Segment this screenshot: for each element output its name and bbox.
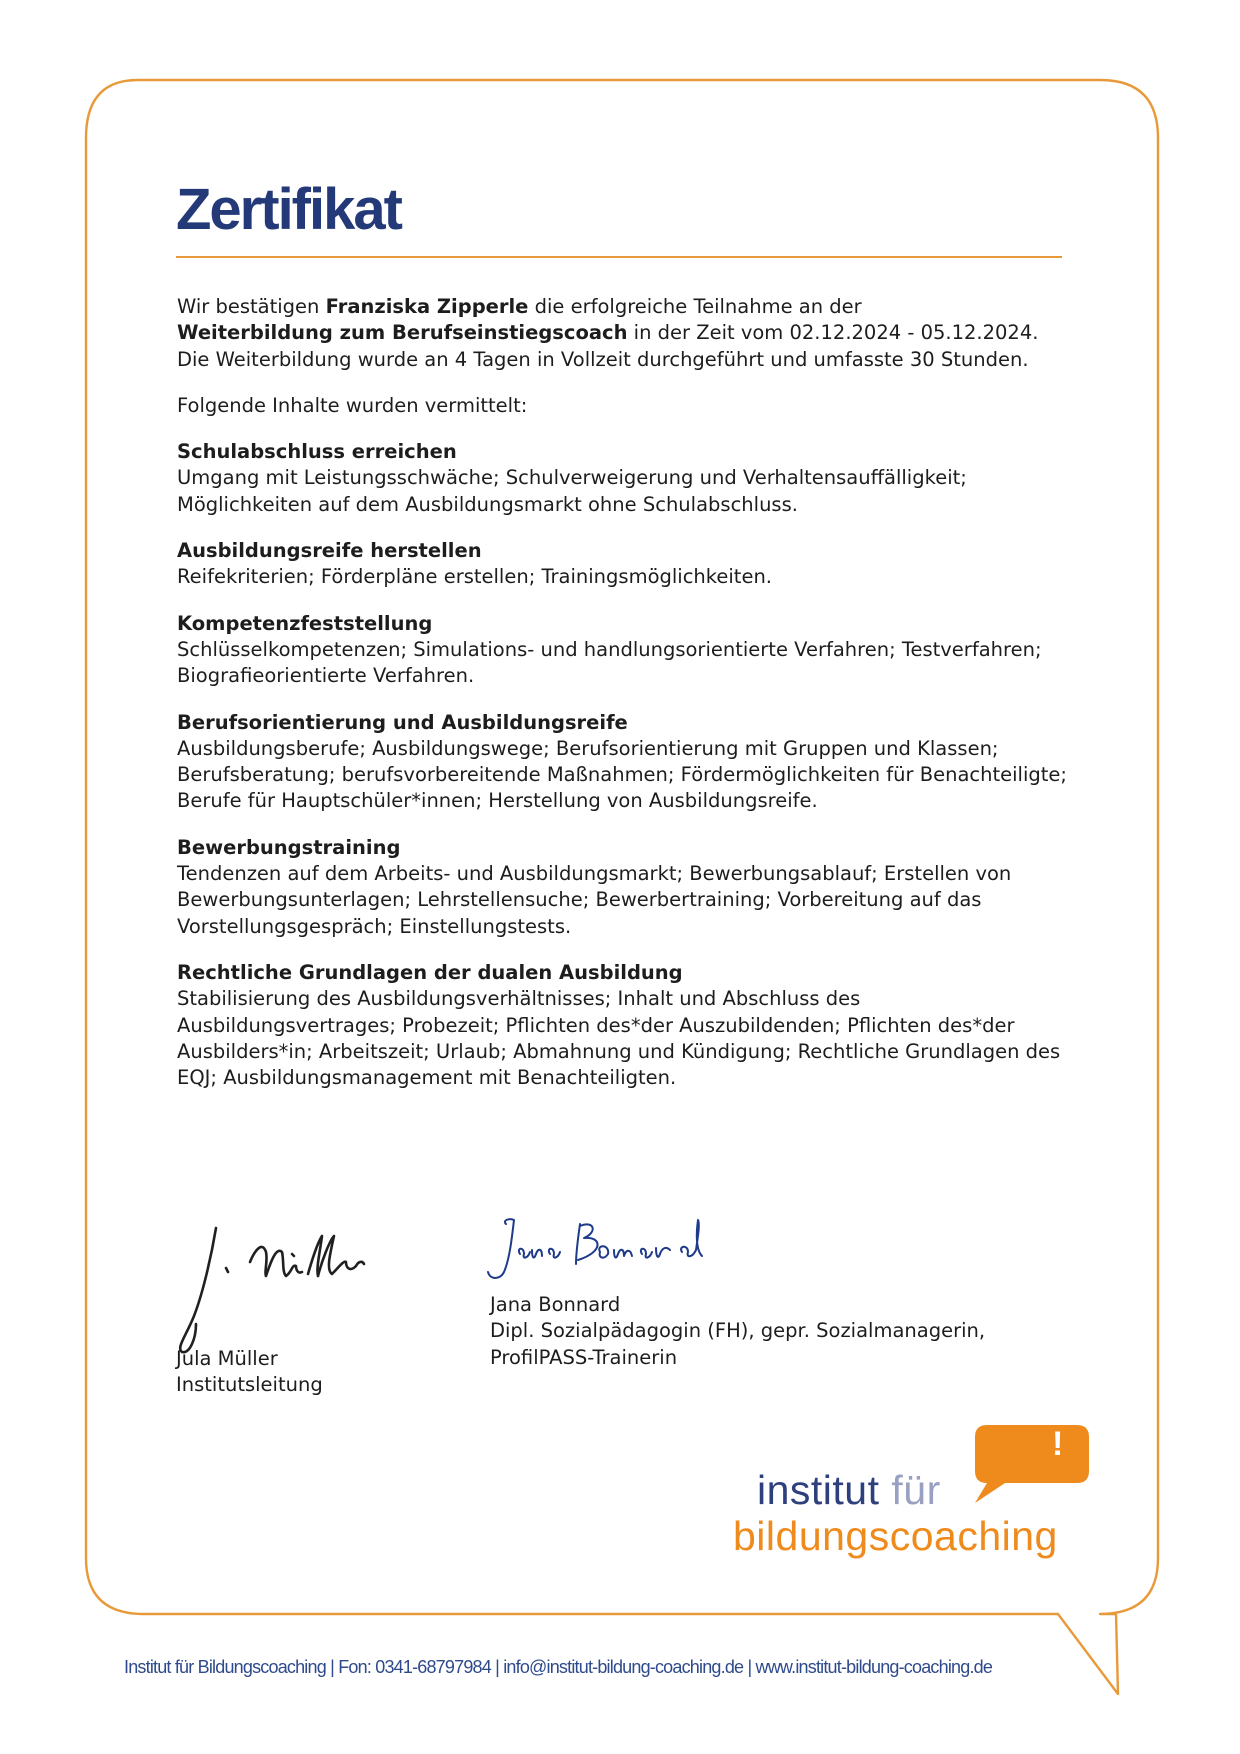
signatory-role: Dipl. Sozialpädagogin (FH), gepr. Sozialmanagerin, (490, 1319, 986, 1343)
intro-line-2 (177, 320, 1077, 346)
signatory-name: Jula Müller (176, 1347, 278, 1370)
footer-contact: Institut für Bildungscoaching | Fon: 0341-68797984 | info@institut-bildung-coaching.de | www.institut-bildung-coaching.de (124, 1657, 993, 1677)
topic (177, 710, 1077, 815)
topic-title: Schulabschluss erreichen (177, 440, 457, 464)
topic-title: Rechtliche Grundlagen der dualen Ausbildung (177, 960, 683, 984)
institute-logo (730, 1425, 1090, 1575)
course-name: Weiterbildung zum Berufseinstiegscoach (177, 321, 628, 345)
intro-text: die erfolgreiche Teilnahme an der (528, 295, 862, 318)
signature-bonnard (484, 1214, 734, 1298)
topic-title: Berufsorientierung und Ausbildungsreife (177, 710, 628, 734)
topic-description: Ausbildungsberufe; Ausbildungswege; Berufsorientierung mit Gruppen und Klassen; Berufsberatung; berufsvorbereitende Maßnahmen; Fördermöglichkeiten für Benachteiligte; Berufe für Hauptschüler*innen; Herstellung von Ausbildungsreife. (177, 736, 1067, 813)
topic-title: Kompetenzfeststellung (177, 611, 433, 635)
signatory-1 (176, 1346, 323, 1399)
topic (177, 439, 1077, 518)
intro-line-3: Die Weiterbildung wurde an 4 Tagen in Vollzeit durchgeführt und umfasste 30 Stunden. (177, 347, 1029, 371)
certificate-body (177, 294, 1077, 1091)
topic-description: Umgang mit Leistungsschwäche; Schulverweigerung und Verhaltensauffälligkeit; Möglichkeiten auf dem Ausbildungsmarkt ohne Schulabschluss. (177, 466, 967, 516)
participant-name: Franziska Zipperle (325, 295, 529, 318)
logo-line-2: bildungscoaching (733, 1513, 1058, 1559)
speech-bubble-icon (965, 1425, 1090, 1505)
signatory-role: Institutsleitung (176, 1373, 323, 1397)
signatory-role: ProfilPASS-Trainerin (490, 1345, 678, 1369)
logo-word-fuer: für (891, 1467, 941, 1513)
logo-word-institut: institut (757, 1467, 880, 1513)
topic-title: Ausbildungsreife herstellen (177, 539, 482, 563)
intro-line-1 (177, 294, 1077, 320)
topic-description: Schlüsselkompetenzen; Simulations- und handlungsorientierte Verfahren; Testverfahren; Biografieorientierte Verfahren. (177, 637, 1042, 688)
topic (177, 538, 1077, 591)
title-divider (176, 256, 1062, 258)
logo-line-1 (757, 1467, 941, 1514)
signatory-name: Jana Bonnard (490, 1293, 621, 1316)
topic (177, 611, 1077, 690)
contents-lead: Folgende Inhalte wurden vermittelt: (177, 393, 528, 417)
certificate-title: Zertifikat (176, 177, 401, 242)
signatory-2 (490, 1292, 985, 1371)
signature-mueller (168, 1212, 398, 1362)
topic (177, 960, 1077, 1091)
topic-description: Stabilisierung des Ausbildungsverhältnisses; Inhalt und Abschluss des Ausbildungsvertrages; Probezeit; Pflichten des*der Auszubildenden; Pflichten des*der Ausbilders*in; Arbeitszeit; Urlaub; Abmahnung und Kündigung; Rechtliche Grundlagen des EQJ; Ausbildungsmanagement mit Benachteiligten. (177, 987, 1061, 1090)
intro-text: Wir bestätigen (177, 295, 326, 318)
topic-description: Tendenzen auf dem Arbeits- und Ausbildungsmarkt; Bewerbungsablauf; Erstellen von Bewerbungsunterlagen; Lehrstellensuche; Bewerbertraining; Vorbereitung auf das Vorstellungsgespräch; Einstellungstests. (177, 862, 1012, 938)
topic (177, 835, 1077, 940)
topic-title: Bewerbungstraining (177, 835, 401, 859)
exclamation-mark: ! (1052, 1425, 1064, 1463)
course-dates: in der Zeit vom 02.12.2024 - 05.12.2024. (627, 321, 1039, 345)
topic-description: Reifekriterien; Förderpläne erstellen; Trainingsmöglichkeiten. (177, 565, 773, 589)
